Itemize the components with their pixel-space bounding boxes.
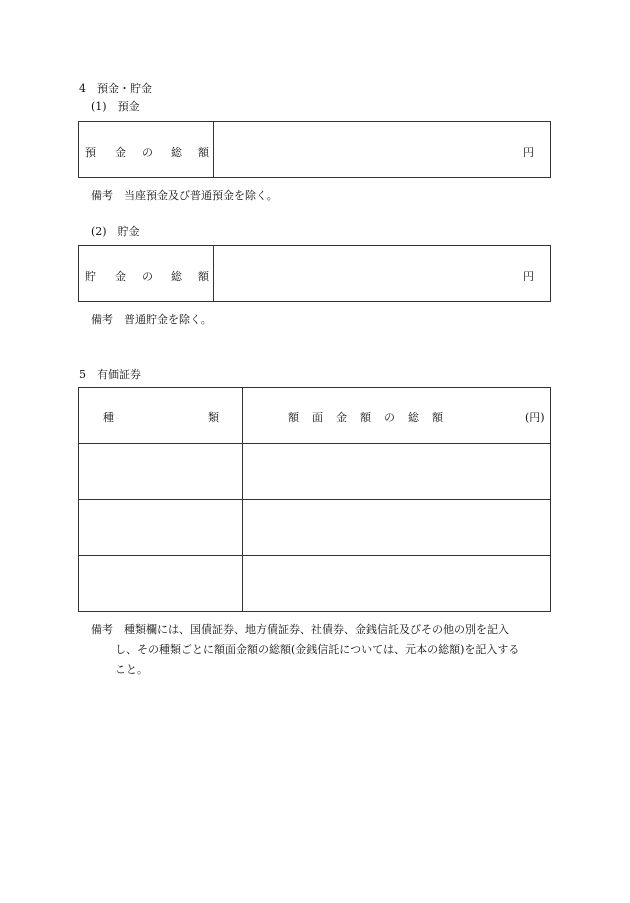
securities-row-type-cell[interactable] — [81, 446, 239, 496]
securities-header-amount-char: の — [384, 411, 395, 424]
securities-header-amount-char: 額 — [360, 411, 371, 424]
section-5-heading: 5 有価証券 — [79, 368, 141, 381]
deposit-label-char: 額 — [198, 146, 209, 159]
savings-label-char: の — [142, 270, 153, 283]
savings-amount-field[interactable] — [215, 248, 515, 298]
securities-row-divider — [79, 555, 550, 556]
deposit-amount-field[interactable] — [215, 124, 515, 174]
securities-row-type-cell[interactable] — [81, 502, 239, 552]
securities-note-line: こと。 — [115, 663, 148, 676]
securities-row-amount-cell[interactable] — [245, 502, 548, 552]
savings-unit: 円 — [523, 270, 534, 283]
securities-header-amount-char: 額 — [288, 411, 299, 424]
savings-note: 備考 普通貯金を除く。 — [91, 313, 212, 326]
securities-header-type-char: 類 — [208, 411, 219, 424]
securities-note-line: 備考 種類欄には、国債証券、地方債証券、社債券、金銭信託及びその他の別を記入 — [91, 623, 509, 636]
securities-row-type-cell[interactable] — [81, 558, 239, 608]
savings-label-char: 金 — [115, 270, 126, 283]
deposit-label-char: の — [142, 146, 153, 159]
securities-row-divider — [79, 443, 550, 444]
subsection-2-heading: (2) 貯金 — [91, 225, 140, 238]
section-4-heading: 4 預金・貯金 — [79, 82, 152, 95]
securities-note-line: し、その種類ごとに額面金額の総額(金銭信託については、元本の総額)を記入する — [115, 643, 520, 656]
securities-header-unit: (円) — [525, 411, 545, 424]
securities-table — [78, 387, 551, 612]
securities-header-amount-char: 金 — [336, 411, 347, 424]
securities-header-amount-char: 総 — [408, 411, 419, 424]
savings-table-divider — [213, 246, 214, 301]
savings-label-char: 額 — [198, 270, 209, 283]
savings-label-char: 貯 — [85, 270, 96, 283]
deposit-table — [78, 121, 551, 178]
deposit-table-divider — [213, 122, 214, 177]
securities-row-amount-cell[interactable] — [245, 446, 548, 496]
deposit-label-char: 総 — [171, 146, 182, 159]
securities-header-amount-char: 額 — [432, 411, 443, 424]
deposit-note: 備考 当座預金及び普通預金を除く。 — [91, 189, 278, 202]
savings-label-char: 総 — [171, 270, 182, 283]
deposit-label-char: 金 — [115, 146, 126, 159]
deposit-unit: 円 — [523, 146, 534, 159]
savings-table — [78, 245, 551, 302]
deposit-label-char: 預 — [85, 146, 96, 159]
securities-header-type-char: 種 — [103, 411, 114, 424]
subsection-1-heading: (1) 預金 — [91, 100, 140, 113]
securities-row-divider — [79, 499, 550, 500]
securities-row-amount-cell[interactable] — [245, 558, 548, 608]
securities-header-amount-char: 面 — [312, 411, 323, 424]
